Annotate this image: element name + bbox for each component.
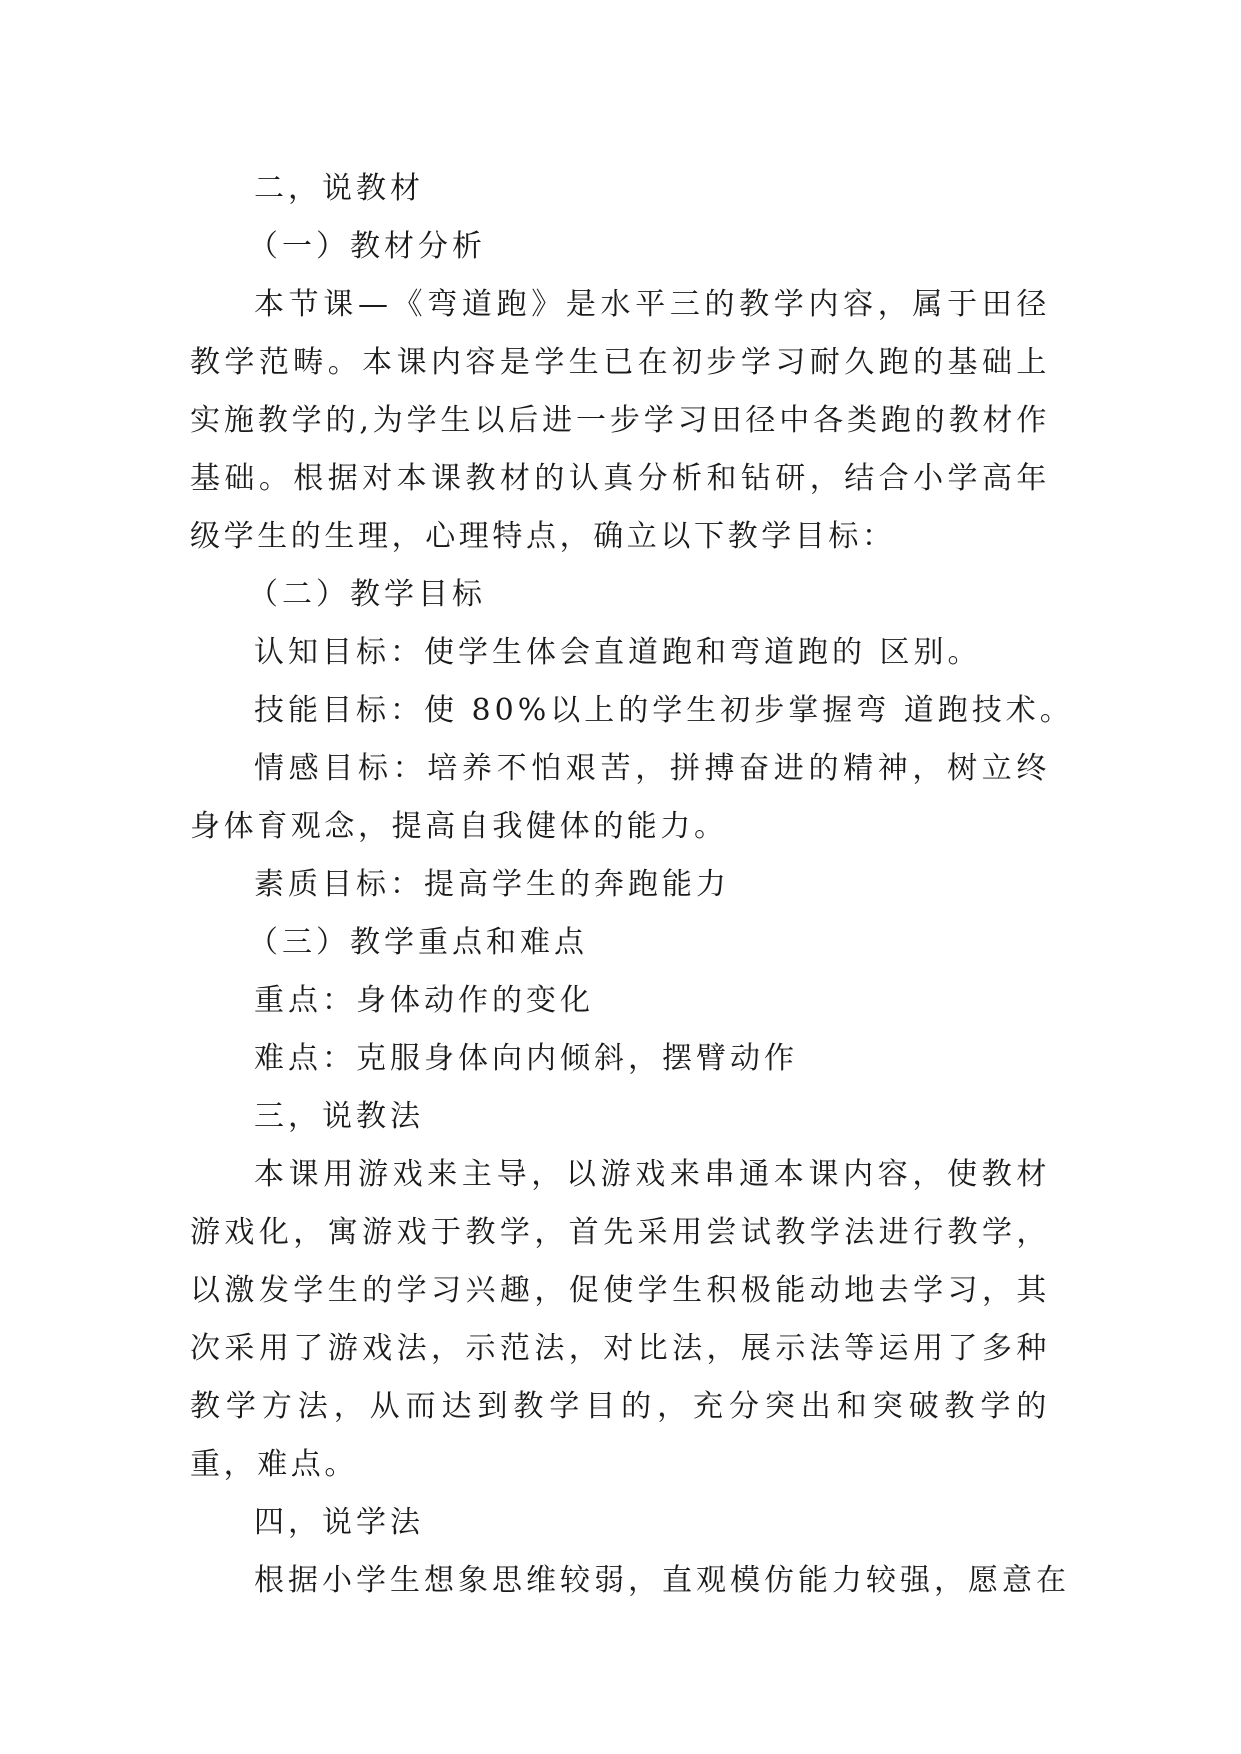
objective-cognitive: 认知目标：使学生体会直道跑和弯道跑的 区别。 <box>254 635 982 670</box>
subheading-teaching-objectives: （二）教学目标 <box>248 577 486 612</box>
paragraph-textbook-analysis: 本节课—《弯道跑》是水平三的教学内容，属于田径教学范畴。本课内容是学生已在初步学习耐久跑的基础上实施教学的,为学生以后进一步学习田径中各类跑的教材作基础。根据对本课教材的认真分析和钻研，结合小学高年级学生的生理，心理特点，确立以下教学目标： <box>190 287 1050 554</box>
key-point: 重点：身体动作的变化 <box>254 983 594 1018</box>
document-body <box>190 160 1074 1610</box>
objective-quality: 素质目标：提高学生的奔跑能力 <box>254 867 730 902</box>
paragraph-learning-method: 根据小学生想象思维较弱，直观模仿能力较强，愿意在 <box>254 1563 1070 1598</box>
objective-emotional: 情感目标：培养不怕艰苦，拼搏奋进的精神，树立终身体育观念，提高自我健体的能力。 <box>190 751 1050 844</box>
section-heading-textbook: 二，说教材 <box>254 171 424 206</box>
section-heading-learning-method: 四，说学法 <box>254 1505 424 1540</box>
section-heading-teaching-method: 三，说教法 <box>254 1099 424 1134</box>
objective-skill: 技能目标：使 80%以上的学生初步掌握弯 道跑技术。 <box>254 693 1074 728</box>
subheading-key-and-difficult-points: （三）教学重点和难点 <box>248 925 588 960</box>
difficult-point: 难点：克服身体向内倾斜，摆臂动作 <box>254 1041 798 1076</box>
paragraph-teaching-method: 本课用游戏来主导，以游戏来串通本课内容，使教材游戏化，寓游戏于教学，首先采用尝试教学法进行教学，以激发学生的学习兴趣，促使学生积极能动地去学习，其次采用了游戏法，示范法，对比法，展示法等运用了多种教学方法，从而达到教学目的，充分突出和突破教学的重，难点。 <box>190 1157 1050 1482</box>
subheading-textbook-analysis: （一）教材分析 <box>248 229 486 264</box>
